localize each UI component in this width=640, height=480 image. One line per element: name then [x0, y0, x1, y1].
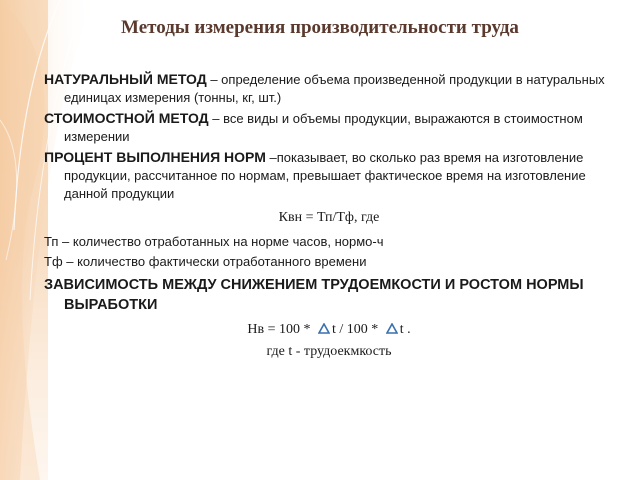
natural-method-text: – определение объема произведенной продукции в натуральных единицах измерения (тонны, кг, шт.) — [64, 72, 605, 105]
dependency-heading: ЗАВИСИМОСТЬ МЕЖДУ СНИЖЕНИЕМ ТРУДОЕМКОСТИ И РОСТОМ НОРМЫ ВЫРАБОТКИ — [44, 277, 584, 313]
formula-kvn: Квн = Тп/Тф, где — [278, 210, 380, 225]
delta-icon — [386, 323, 398, 334]
formula-nv-part3: t . — [399, 322, 411, 337]
definition-tp: Тп – количество отработанных на норме часов, нормо-ч — [44, 234, 384, 249]
natural-method-term: НАТУРАЛЬНЫЙ МЕТОД — [44, 71, 207, 87]
cost-method-paragraph — [44, 109, 614, 146]
cost-method-term: СТОИМОСТНОЙ МЕТОД — [44, 110, 209, 126]
slide-title: Методы измерения производительности труда — [121, 17, 519, 38]
formula-nv-part2: t / 100 * — [331, 322, 382, 337]
delta-icon — [318, 323, 330, 334]
formula-nv-part1: Нв = 100 * — [247, 322, 314, 337]
slide-content — [44, 70, 614, 367]
formula-nv — [44, 321, 614, 339]
norms-percent-text: –показывает, во сколько раз время на изготовление продукции, рассчитанное по нормам, превышает фактическое время на изготовление данной продукции — [64, 150, 586, 201]
labor-intensity-note: где t - трудоекмкость — [266, 344, 392, 359]
norms-percent-paragraph — [44, 148, 614, 203]
cost-method-text: – все виды и объемы продукции, выражаются в стоимостном измерении — [64, 111, 583, 144]
norms-percent-term: ПРОЦЕНТ ВЫПОЛНЕНИЯ НОРМ — [44, 149, 266, 165]
definition-tf: Тф – количество фактически отработанного времени — [44, 254, 367, 269]
natural-method-paragraph — [44, 70, 614, 107]
